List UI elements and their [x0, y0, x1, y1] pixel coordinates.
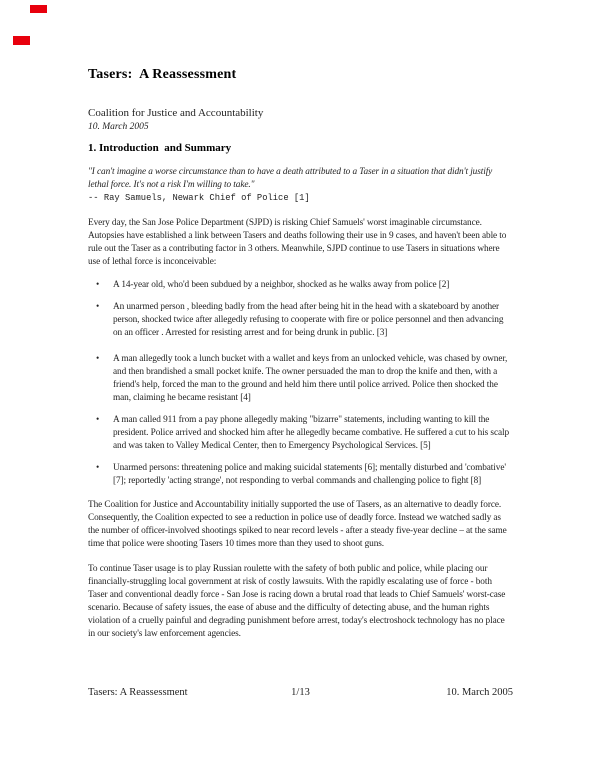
- page-footer: [88, 686, 513, 699]
- bullet-icon: •: [96, 280, 100, 290]
- incident-text: A 14-year old, who'd been subdued by a neighbor, shocked as he walks away from police [2]: [113, 280, 450, 290]
- list-item-incident-3: [88, 353, 513, 405]
- bullet-icon: •: [96, 302, 100, 312]
- list-item-incident-5: [88, 462, 513, 488]
- quote-attribution: -- Ray Samuels, Newark Chief of Police [1]: [88, 193, 310, 203]
- author-line: Coalition for Justice and Accountability: [88, 107, 264, 119]
- date-line: 10. March 2005: [88, 122, 149, 132]
- bullet-icon: •: [96, 415, 100, 425]
- conclusion-paragraph: To continue Taser usage is to play Russian roulette with the safety of both public and police, while placing our financially-struggling local government at risk of costly lawsuits. With the rapidly escalating use of force - both Taser and conventional deadly force - San Jose is racing down a brutal road that leads to Chief Samuels' worst-case scenario. Because of safety issues, the ease of abuse and the difficulty of detecting abuse, and the human rights violation of a cruelly painful and degrading punishment before arrest, today's electroshock technology has no place in our society's law enforcement agencies.: [88, 564, 506, 639]
- intro-paragraph: Every day, the San Jose Police Department (SJPD) is risking Chief Samuels' worst imaginable circumstance. Autopsies have established a link between Tasers and deaths following their use in 9 cases, and haven't been able to rule out the Taser as a contributing factor in 3 others. Meanwhile, SJPD continue to use Tasers in situations where use of lethal force is inconceivable:: [88, 218, 507, 267]
- footer-title: Tasers: A Reassessment: [88, 687, 188, 698]
- list-item-incident-4: [88, 414, 513, 453]
- bullet-icon: •: [96, 463, 100, 473]
- quote-text: "I can't imagine a worse circumstance than to have a death attributed to a Taser in a situation that didn't justify lethal force. It's not a risk I'm willing to take.": [88, 167, 493, 190]
- footer-date: 10. March 2005: [446, 687, 513, 698]
- incident-text: A man called 911 from a pay phone allegedly making "bizarre" statements, including wanting to kill the president. Police arrived and shocked him after he allegedly became combative. He suffered a cut to his scalp and was taken to Valley Medical Center, then to Emergency Psychological Services. [5]: [113, 415, 510, 451]
- incident-text: An unarmed person , bleeding badly from the head after being hit in the head with a skateboard by another person, shocked twice after allegedly refusing to cooperate with fire or police personnel and then advancing on an officer . Arrested for resisting arrest and for being drunk in public. [3]: [113, 302, 504, 338]
- section-heading: 1. Introduction and Summary: [88, 142, 232, 154]
- list-item-incident-1: [88, 279, 513, 292]
- red-annotation-mark-2-icon: [13, 36, 30, 45]
- bullet-icon: •: [96, 354, 100, 364]
- incident-list: [88, 279, 513, 488]
- document-title: Tasers: A Reassessment: [88, 67, 237, 82]
- incident-text: A man allegedly took a lunch bucket with a wallet and keys from an unlocked vehicle, was chased by owner, and then brandished a small pocket knife. The owner persuaded the man to drop the knife and then, with a friend's help, forced the man to the ground and held him there until police arrived. Police then shocked the man, claiming he became resistant [4]: [113, 354, 508, 403]
- red-annotation-mark-1-icon: [30, 5, 47, 13]
- footer-page-number: 1/13: [291, 687, 310, 698]
- list-item-incident-2: [88, 301, 513, 340]
- incident-text: Unarmed persons: threatening police and making suicidal statements [6]; mentally disturbed and 'combative' [7]; reportedly 'acting strange', not responding to verbal commands and challenging police to fight [8]: [113, 463, 506, 486]
- document-content: [88, 0, 513, 641]
- coalition-paragraph: The Coalition for Justice and Accountability initially supported the use of Tasers, as an alternative to deadly force. Consequently, the Coalition expected to see a reduction in police use of deadly force. Instead we watched sadly as the number of officer-involved shootings spiked to near record levels - after a steady five-year decline – at the same time that police were shooting Tasers 10 times more than they used to shoot guns.: [88, 500, 507, 549]
